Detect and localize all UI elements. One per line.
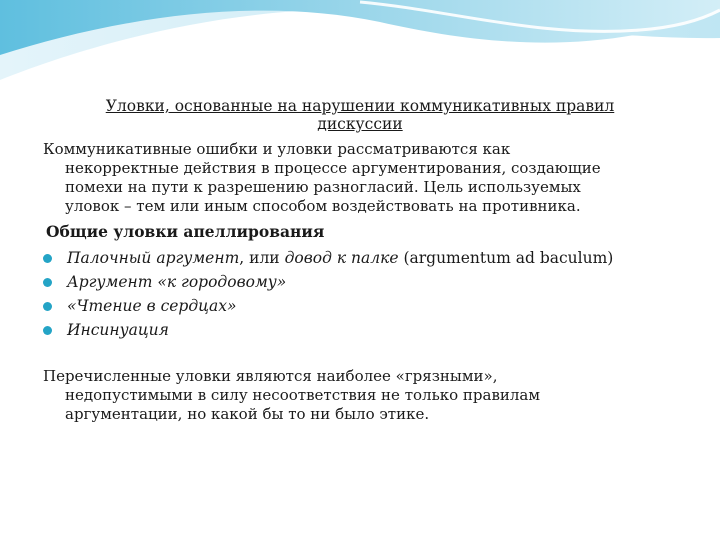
outro-line: аргументации, но какой бы то ни было этике. <box>65 405 430 423</box>
bullet-dot-icon <box>43 302 52 311</box>
bullet-dot-icon <box>43 254 52 263</box>
outro-line: Перечисленные уловки являются наиболее «грязными», <box>43 367 498 385</box>
list-item <box>43 270 693 294</box>
item-connector: , или <box>239 249 285 267</box>
title-line-1: Уловки, основанные на нарушении коммуникативных правил <box>105 97 615 115</box>
section-heading: Общие уловки апеллирования <box>46 222 325 241</box>
item-latin: (argumentum ad baculum) <box>398 249 614 267</box>
bullet-dot-icon <box>43 326 52 335</box>
intro-line: Коммуникативные ошибки и уловки рассматриваются как <box>43 140 511 158</box>
title-line-2: дискуссии <box>317 115 403 133</box>
slide-title <box>60 97 660 133</box>
tricks-list <box>43 246 693 342</box>
intro-line: уловок – тем или иным способом воздействовать на противника. <box>65 197 581 215</box>
outro-paragraph <box>43 367 688 424</box>
item-italic: Палочный аргумент <box>67 249 240 267</box>
item-italic-2: довод к палке <box>284 249 399 267</box>
bullet-dot-icon <box>43 278 52 287</box>
intro-line: некорректные действия в процессе аргументирования, создающие <box>65 159 601 177</box>
item-italic: Аргумент «к городовому» <box>67 273 287 291</box>
item-italic: Инсинуация <box>67 321 169 339</box>
item-italic: «Чтение в сердцах» <box>67 297 237 315</box>
intro-paragraph <box>43 140 688 216</box>
list-item <box>43 246 693 270</box>
list-item <box>43 318 693 342</box>
outro-line: недопустимыми в силу несоответствия не только правилам <box>65 386 541 404</box>
list-item <box>43 294 693 318</box>
intro-line: помехи на пути к разрешению разногласий. Цель используемых <box>65 178 581 196</box>
